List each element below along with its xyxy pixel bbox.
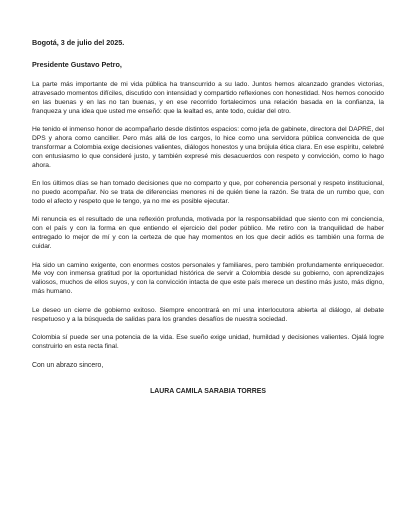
letter-paragraph-6: Le deseo un cierre de gobierno exitoso. Siempre encontrará en mí una interlocutora abierta al diálogo, al debate respetuoso y a la búsqueda de salidas para los grandes desafíos de nuestra sociedad. <box>32 306 384 323</box>
letter-closing: Con un abrazo sincero, <box>32 362 104 370</box>
letter-paragraph-5: Ha sido un camino exigente, con enormes costos personales y familiares, pero también profundamente enriquecedor. Me voy con inmensa gratitud por la oportunidad histórica de servir a Colombia desde su gobierno, con aprendizajes valiosos, muchos de ellos suyos, y con la convicción intacta de que este país merece un destino más justo, más digno, más humano. <box>32 261 384 296</box>
letter-paragraph-4: Mi renuncia es el resultado de una reflexión profunda, motivada por la responsabilidad que siento con mi conciencia, con el país y con la forma en que entiendo el ejercicio del poder público. Me retiro con la tranquilidad de haber entregado lo mejor de mí y con la certeza de que hay momentos en los que decir adiós es también una forma de cuidar. <box>32 216 384 251</box>
letter-dateline: Bogotá, 3 de julio del 2025. <box>32 38 125 47</box>
resignation-letter <box>32 38 384 396</box>
letter-signature: LAURA CAMILA SARABIA TORRES <box>150 388 266 396</box>
letter-paragraph-1: La parte más importante de mi vida pública ha transcurrido a su lado. Juntos hemos alcanzado grandes victorias, atravesado momentos difíciles, discutido con intensidad y compartido reflexiones con honestidad. Nos hemos conocido en las buenas y en las no tan buenas, y en ese recorrido fortalecimos una relación basada en la confianza, la franqueza y una idea que usted me enseñó: que la lealtad es, ante todo, cuidar del otro. <box>32 81 384 115</box>
letter-paragraph-3: En los últimos días se han tomado decisiones que no comparto y que, por coherencia personal y respeto institucional, no puedo acompañar. No se trata de diferencias menores ni de quién tiene la razón. Se trata de un rumbo que, con todo el afecto y respeto que le tengo, ya no me es posible ejecutar. <box>32 180 384 205</box>
letter-paragraph-7: Colombia sí puede ser una potencia de la vida. Ese sueño exige unidad, humildad y decisiones valientes. Ojalá logre construirlo en esta recta final. <box>32 333 384 350</box>
letter-paragraph-2: He tenido el inmenso honor de acompañarlo desde distintos espacios: como jefa de gabinete, directora del DAPRE, del DPS y ahora como canciller. Pero más allá de los cargos, lo hice como una servidora pública convencida de que transformar a Colombia exige decisiones valientes, diálogos honestos y una brújula ética clara. En ese espíritu, celebré con entusiasmo lo que consideré justo, y también expresé mis desacuerdos con respeto y convicción, como lo hago ahora. <box>32 126 384 169</box>
letter-salutation: Presidente Gustavo Petro, <box>32 60 122 69</box>
